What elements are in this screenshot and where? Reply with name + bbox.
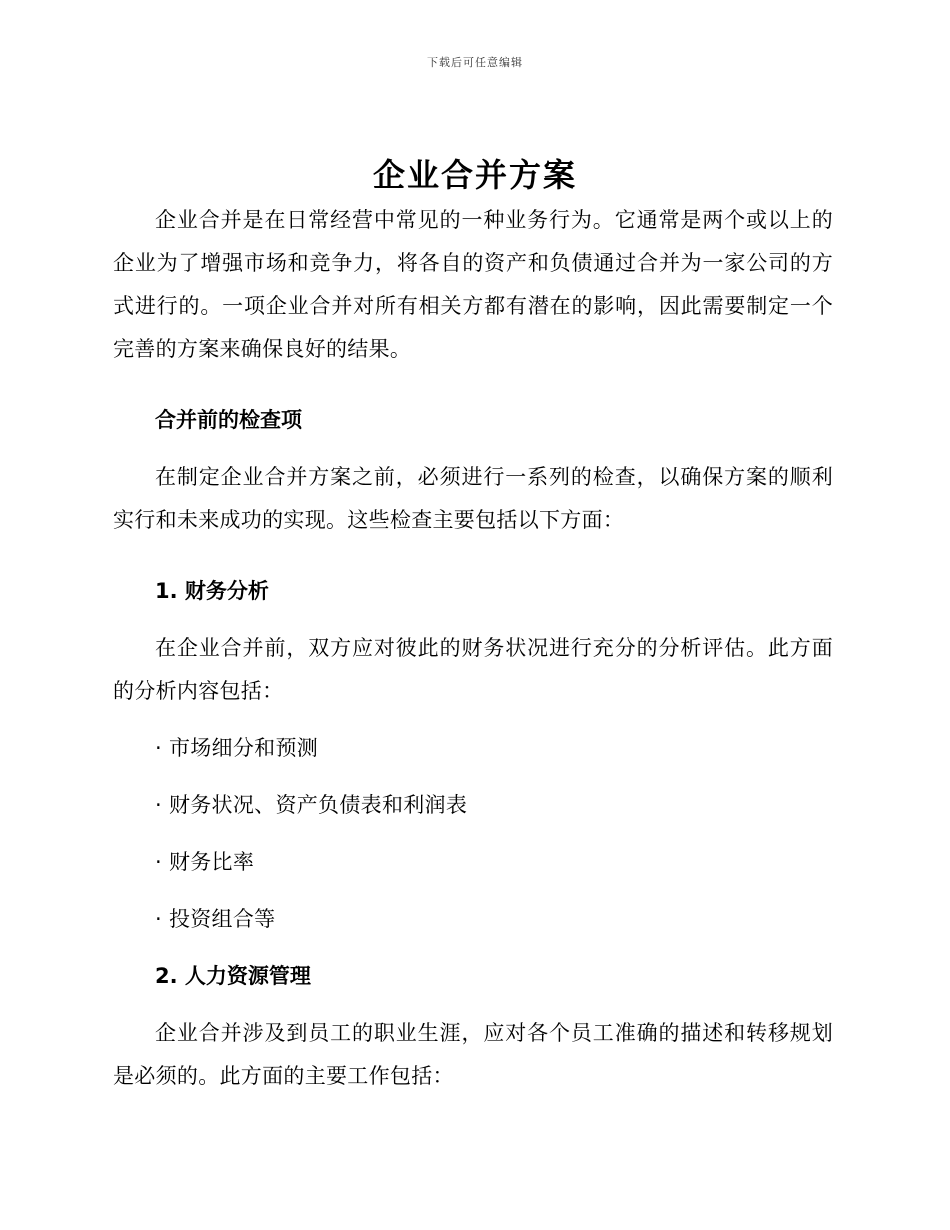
subsection-paragraph-financial-analysis: 在企业合并前，双方应对彼此的财务状况进行充分的分析评估。此方面的分析内容包括： [113, 636, 833, 703]
bullet-item: · 财务状况、资产负债表和利润表 [155, 793, 468, 817]
section-paragraph-pre-merger-checks: 在制定企业合并方案之前，必须进行一系列的检查，以确保方案的顺利实行和未来成功的实现。这些检查主要包括以下方面： [113, 465, 833, 532]
bullet-item: · 市场细分和预测 [155, 736, 319, 760]
header-note: 下载后可任意编辑 [427, 56, 523, 69]
document-body [113, 199, 833, 1098]
section-heading-pre-merger-checks: 合并前的检查项 [155, 408, 302, 432]
spacer [113, 371, 833, 385]
subsection-heading-hr-management: 2. 人力资源管理 [155, 964, 311, 988]
spacer [113, 542, 833, 556]
subsection-paragraph-hr-management: 企业合并涉及到员工的职业生涯，应对各个员工准确的描述和转移规划是必须的。此方面的主要工作包括： [113, 1021, 833, 1088]
document-title: 企业合并方案 [372, 156, 577, 194]
bullet-item: · 财务比率 [155, 850, 255, 874]
bullet-item: · 投资组合等 [155, 907, 276, 931]
subsection-heading-financial-analysis: 1. 财务分析 [155, 579, 269, 603]
intro-paragraph: 企业合并是在日常经营中常见的一种业务行为。它通常是两个或以上的企业为了增强市场和竞争力，将各自的资产和负债通过合并为一家公司的方式进行的。一项企业合并对所有相关方都有潜在的影响，因此需要制定一个完善的方案来确保良好的结果。 [113, 208, 833, 361]
spacer [113, 713, 833, 727]
